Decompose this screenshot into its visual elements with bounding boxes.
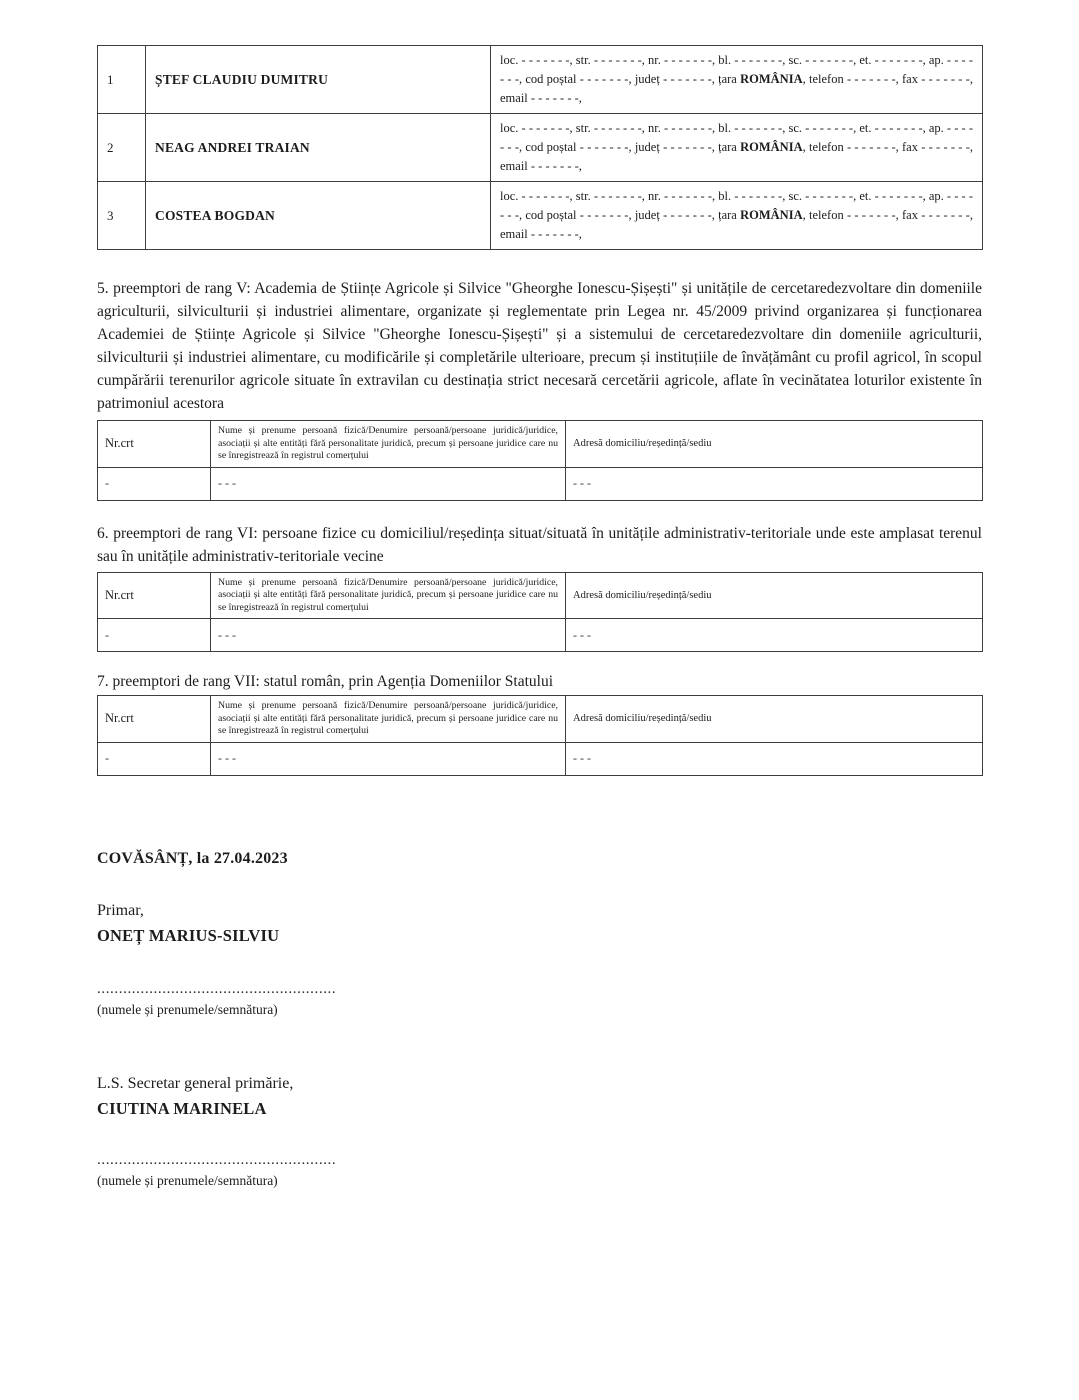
address-cell xyxy=(491,182,983,250)
column-header-address: Adresă domiciliu/reședință/sediu xyxy=(566,572,983,619)
section-intro-rank-6: 6. preemptori de rang VI: persoane fizice cu domiciliul/reședința situat/situată în unitățile administrativ-teritoriale unde este amplasat terenul sau în unitățile administrativ-teritoriale vecine xyxy=(97,524,982,565)
signature-caption: (numele și prenumele/semnătura) xyxy=(97,1172,278,1188)
signature-dotted-line: ....................................................... xyxy=(97,980,337,997)
table-header-row xyxy=(98,572,983,619)
column-header-nr: Nr.crt xyxy=(98,696,211,743)
address-text: , telefon - - - - - - -, fax - - - - - - -, email - - - - - - -, xyxy=(500,72,973,105)
section-intro-rank-7: 7. preemptori de rang VII: statul român, prin Agenția Domeniilor Statului xyxy=(97,673,554,690)
table-row xyxy=(98,114,983,182)
preemptors-table-rank-6 xyxy=(97,572,983,653)
column-header-nr: Nr.crt xyxy=(98,421,211,468)
column-header-name: Nume și prenume persoană fizică/Denumire persoană/persoane juridică/juridice, asociații și alte entități fără personalitate juridică, precum și persoane juridice care nu se înregistrează în registrul comerțului xyxy=(211,572,566,619)
column-header-name: Nume și prenume persoană fizică/Denumire persoană/persoane juridică/juridice, asociații și alte entități fără personalitate juridică, precum și persoane juridice care nu se înregistrează în registrul comerțului xyxy=(211,696,566,743)
table-header-row xyxy=(98,696,983,743)
address-text: , telefon - - - - - - -, fax - - - - - - -, email - - - - - - -, xyxy=(500,140,973,173)
cell-name: - - - xyxy=(211,467,566,500)
table-row xyxy=(98,182,983,250)
row-number: 2 xyxy=(98,114,146,182)
primar-block xyxy=(97,898,982,948)
address-text: , telefon - - - - - - -, fax - - - - - - -, email - - - - - - -, xyxy=(500,208,973,241)
address-text: loc. - - - - - - -, str. - - - - - - -, nr. - - - - - - -, bl. - - - - - - -, sc. - - - - - - -, et. - - - - - - -, ap. - - - - - - -, cod poștal - - - - - - -, județ - - - - - - -, țara xyxy=(500,189,973,222)
secretary-name: CIUTINA MARINELA xyxy=(97,1098,267,1118)
signature-dotted-line: ....................................................... xyxy=(97,1151,337,1168)
table-header-row xyxy=(98,421,983,468)
preemptors-table-rank-5 xyxy=(97,420,983,501)
country-name: ROMÂNIA xyxy=(740,208,803,222)
signature-caption: (numele și prenumele/semnătura) xyxy=(97,1001,278,1017)
column-header-nr: Nr.crt xyxy=(98,572,211,619)
cell-address: - - - xyxy=(566,619,983,652)
cell-nr: - xyxy=(98,619,211,652)
address-text: loc. - - - - - - -, str. - - - - - - -, nr. - - - - - - -, bl. - - - - - - -, sc. - - - - - - -, et. - - - - - - -, ap. - - - - - - -, cod poștal - - - - - - -, județ - - - - - - -, țara xyxy=(500,121,973,154)
table-row xyxy=(98,619,983,652)
column-header-address: Adresă domiciliu/reședință/sediu xyxy=(566,421,983,468)
country-name: ROMÂNIA xyxy=(740,140,803,154)
primar-name: ONEȚ MARIUS-SILVIU xyxy=(97,925,280,945)
primar-label: Primar, xyxy=(97,901,144,919)
address-cell xyxy=(491,114,983,182)
cell-address: - - - xyxy=(566,467,983,500)
address-text: loc. - - - - - - -, str. - - - - - - -, nr. - - - - - - -, bl. - - - - - - -, sc. - - - - - - -, et. - - - - - - -, ap. - - - - - - -, cod poștal - - - - - - -, județ - - - - - - -, țara xyxy=(500,53,973,86)
secretary-block xyxy=(97,1071,982,1121)
signature-block-secretary xyxy=(97,1152,982,1189)
table-row xyxy=(98,742,983,775)
section-intro-rank-5: 5. preemptori de rang V: Academia de Științe Agricole și Silvice "Gheorghe Ionescu-Șișești" și unitățile de cercetaredezvoltare din domeniile agriculturii, silviculturii și industriei alimentare, organizate și reglementate prin Legea nr. 45/2009 privind organizarea și funcționarea Academiei de Științe Agricole și Silvice "Gheorghe Ionescu-Șișești" și a sistemului de cercetaredezvoltare din domeniile agriculturii, silviculturii și industriei alimentare, cu modificările și completările ulterioare, precum și instituțiile de învățământ cu profil agricol, în scopul cumpărării terenurilor agricole situate în extravilan cu destinația strict necesară cercetării agricole, aflate în vecinătatea loturilor existente în patrimoniul acestora xyxy=(97,280,982,412)
cell-nr: - xyxy=(98,467,211,500)
row-number: 1 xyxy=(98,46,146,114)
table-row xyxy=(98,46,983,114)
cell-nr: - xyxy=(98,742,211,775)
table-row xyxy=(98,467,983,500)
person-name: COSTEA BOGDAN xyxy=(146,182,491,250)
address-cell xyxy=(491,46,983,114)
document-content xyxy=(97,45,982,1189)
cell-name: - - - xyxy=(211,742,566,775)
preemptors-table-rank-7 xyxy=(97,695,983,776)
country-name: ROMÂNIA xyxy=(740,72,803,86)
signature-block-primar xyxy=(97,981,982,1018)
cell-name: - - - xyxy=(211,619,566,652)
column-header-address: Adresă domiciliu/reședință/sediu xyxy=(566,696,983,743)
row-number: 3 xyxy=(98,182,146,250)
person-name: NEAG ANDREI TRAIAN xyxy=(146,114,491,182)
persons-table xyxy=(97,45,983,250)
place-date: COVĂSÂNȚ, la 27.04.2023 xyxy=(97,849,288,867)
person-name: ȘTEF CLAUDIU DUMITRU xyxy=(146,46,491,114)
column-header-name: Nume și prenume persoană fizică/Denumire persoană/persoane juridică/juridice, asociații și alte entități fără personalitate juridică, precum și persoane juridice care nu se înregistrează în registrul comerțului xyxy=(211,421,566,468)
secretary-label: L.S. Secretar general primărie, xyxy=(97,1074,294,1092)
cell-address: - - - xyxy=(566,742,983,775)
